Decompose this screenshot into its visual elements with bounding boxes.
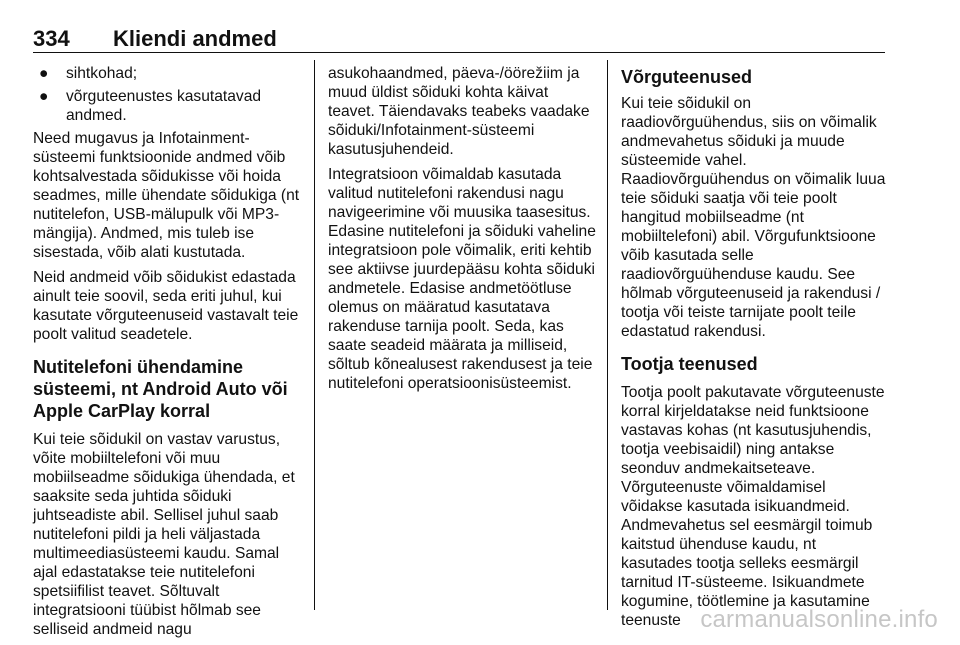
page-title: Kliendi andmed xyxy=(113,26,277,51)
paragraph: Kui teie sõidukil on raadiovõrguühendus, siis on võimalik andmevahetus sõiduki ja muude süsteemide vahel. Raadiovõrguühendus on võimalik luua teie sõiduki saatja või teie poolt hangitud mobiilseadme (nt mobiiltelefoni) abil. Võrgufunktsioone võib kasutada selle raadiovõrguühenduse kaudu. See hõlmab võrguteenuseid ja rakendusi / tootja või teiste tarnijate poolt teile edastatud rakendusi. xyxy=(621,95,886,340)
paragraph: Tootja poolt pakutavate võrguteenuste korral kirjeldatakse neid funktsioone vastavas kohas (nt kasutusjuhendis, tootja veebisaidil) ning antakse seonduv andmekaitseteave. Võrguteenuste võimaldamisel võidakse kasutada isikuandmeid. Andmevahetus sel eesmärgil toimub kaitstud ühenduse kaudu, nt kasutades tootja selleks eesmärgil tarnitud IT-süsteeme. Isikuandmete kogumine, töötlemine ja kasutamine teenuste xyxy=(621,384,885,629)
bullet-text: võrguteenustes kasutatavad andmed. xyxy=(66,88,262,124)
bullet-icon: ● xyxy=(39,88,49,105)
page-number: 334 xyxy=(33,26,70,51)
list-item xyxy=(33,87,301,125)
paragraph: Kui teie sõidukil on vastav varustus, võite mobiiltelefoni või muu mobiilseadme sõidukiga ühendada, et saaksite seda juhtida sõiduki juhtseadiste abil. Sellisel juhul saab nutitelefoni pildi ja heli väljastada multimeediasüsteemi kaudu. Samal ajal edastatakse teie nutitelefoni spetsiifilist teavet. Sõltuvalt integratsiooni tüübist hõlmab see selliseid andmeid nagu xyxy=(33,431,295,638)
paragraph: asukohaandmed, päeva-/öörežiim ja muud üldist sõiduki kohta käivat teavet. Täiendavaks teabeks vaadake sõiduki/Infotainment-süsteemi kasutusjuhendeid. xyxy=(328,65,590,158)
column-3 xyxy=(621,64,889,636)
bullet-list xyxy=(33,64,301,125)
column-2 xyxy=(328,64,596,399)
watermark: carmanualsonline.info xyxy=(700,606,938,633)
column-1 xyxy=(33,64,301,645)
column-divider xyxy=(314,60,315,610)
paragraph: Neid andmeid võib sõidukist edastada ainult teie soovil, seda eriti juhul, kui kasutate võrguteenuseid vastavalt teie poolt valitud seadetele. xyxy=(33,269,299,343)
bullet-icon: ● xyxy=(39,65,49,82)
section-heading: Tootja teenused xyxy=(621,354,758,374)
section-heading: Nutitelefoni ühendamine süsteemi, nt Android Auto või Apple CarPlay korral xyxy=(33,357,288,421)
column-divider xyxy=(607,60,608,610)
section-heading: Võrguteenused xyxy=(621,67,753,87)
paragraph: Integratsioon võimaldab kasutada valitud nutitelefoni rakendusi nagu navigeerimine või muusika taasesitus. Edasine nutitelefoni ja sõiduki vaheline integratsioon pole võimalik, eriti kehtib see aktiivse juurdepääsu kohta sõiduki andmetele. Edasise andmetöötluse olemus on määratud kasutatava rakenduse tarnija poolt. Seda, kas saate seadeid määrata ja milliseid, sõltub kõnealusest rakendusest ja teie nutitelefoni operatsioonisüsteemist. xyxy=(328,166,596,392)
list-item xyxy=(33,64,301,83)
bullet-text: sihtkohad; xyxy=(66,65,138,82)
page-header xyxy=(33,26,885,53)
paragraph: Need mugavus ja Infotainment-süsteemi funktsioonide andmed võib kohtsalvestada sõidukisse või hoida seadmes, mille ühendate sõidukiga (nt nutitelefon, USB-mälupulk või MP3-mängija). Andmed, mis tuleb ise sisestada, võib alati kustutada. xyxy=(33,130,300,261)
